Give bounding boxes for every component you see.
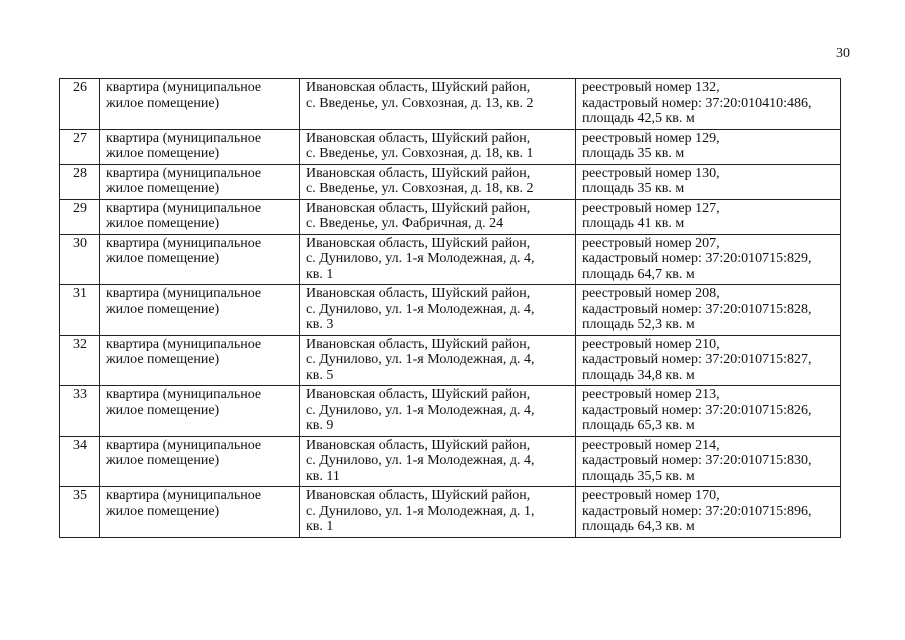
address-line: с. Дунилово, ул. 1-я Молодежная, д. 4, xyxy=(306,453,535,468)
address-line: Ивановская область, Шуйский район, xyxy=(306,235,531,251)
object-type-line: жилое помещение) xyxy=(106,352,220,367)
row-number: 28 xyxy=(60,164,100,199)
details-line: реестровый номер 129, xyxy=(582,130,720,146)
address-line: с. Дунилово, ул. 1-я Молодежная, д. 4, xyxy=(306,402,535,418)
details-cell xyxy=(576,129,841,164)
object-type-cell xyxy=(100,436,300,487)
address-cell xyxy=(300,79,576,130)
details-line: площадь 64,7 кв. м xyxy=(582,266,695,282)
details-line: площадь 35 кв. м xyxy=(582,181,685,196)
object-type-line: жилое помещение) xyxy=(106,251,220,266)
address-line: кв. 5 xyxy=(306,367,334,383)
object-type-line: жилое помещение) xyxy=(106,181,220,196)
address-line: с. Введенье, ул. Фабричная, д. 24 xyxy=(306,216,504,231)
details-cell xyxy=(576,234,841,285)
object-type-line: квартира (муниципальное xyxy=(106,488,262,503)
object-type-cell xyxy=(100,234,300,285)
page-number: 30 xyxy=(836,46,850,61)
table-row xyxy=(60,436,841,487)
details-cell xyxy=(576,164,841,199)
address-cell xyxy=(300,234,576,285)
address-cell xyxy=(300,285,576,336)
address-cell xyxy=(300,164,576,199)
details-line: площадь 64,3 кв. м xyxy=(582,519,695,534)
address-line: с. Введенье, ул. Совхозная, д. 18, кв. 1 xyxy=(306,146,534,161)
row-number: 27 xyxy=(60,129,100,164)
details-line: кадастровый номер: 37:20:010715:829, xyxy=(582,251,812,266)
object-type-line: жилое помещение) xyxy=(106,453,220,468)
details-line: площадь 52,3 кв. м xyxy=(582,317,695,332)
address-line: кв. 3 xyxy=(306,317,334,332)
address-line: с. Дунилово, ул. 1-я Молодежная, д. 4, xyxy=(306,301,535,317)
row-number: 35 xyxy=(60,487,100,538)
address-cell xyxy=(300,386,576,437)
table-row xyxy=(60,234,841,285)
table-row xyxy=(60,129,841,164)
details-cell xyxy=(576,386,841,437)
object-type-cell xyxy=(100,285,300,336)
details-line: реестровый номер 208, xyxy=(582,286,720,301)
details-line: кадастровый номер: 37:20:010715:896, xyxy=(582,503,812,519)
details-cell xyxy=(576,487,841,538)
object-type-line: квартира (муниципальное xyxy=(106,130,262,146)
address-line: кв. 1 xyxy=(306,519,334,534)
object-type-line: квартира (муниципальное xyxy=(106,80,262,95)
details-line: площадь 65,3 кв. м xyxy=(582,418,695,433)
registry-table-body xyxy=(60,79,841,538)
address-line: с. Дунилово, ул. 1-я Молодежная, д. 4, xyxy=(306,251,535,266)
object-type-cell xyxy=(100,199,300,234)
object-type-cell xyxy=(100,129,300,164)
object-type-line: жилое помещение) xyxy=(106,301,220,317)
details-line: кадастровый номер: 37:20:010410:486, xyxy=(582,95,812,111)
address-line: Ивановская область, Шуйский район, xyxy=(306,336,531,352)
details-line: реестровый номер 210, xyxy=(582,336,720,352)
address-line: Ивановская область, Шуйский район, xyxy=(306,387,531,402)
row-number: 31 xyxy=(60,285,100,336)
object-type-line: жилое помещение) xyxy=(106,503,220,519)
details-line: реестровый номер 132, xyxy=(582,80,720,95)
address-line: Ивановская область, Шуйский район, xyxy=(306,130,531,146)
row-number: 30 xyxy=(60,234,100,285)
object-type-cell xyxy=(100,335,300,386)
details-line: реестровый номер 170, xyxy=(582,488,720,503)
details-line: кадастровый номер: 37:20:010715:828, xyxy=(582,301,812,317)
object-type-line: квартира (муниципальное xyxy=(106,286,262,301)
property-registry-table xyxy=(59,78,841,538)
details-cell xyxy=(576,335,841,386)
address-line: Ивановская область, Шуйский район, xyxy=(306,286,531,301)
object-type-cell xyxy=(100,386,300,437)
address-cell xyxy=(300,199,576,234)
details-line: кадастровый номер: 37:20:010715:827, xyxy=(582,352,812,367)
object-type-line: квартира (муниципальное xyxy=(106,165,262,181)
address-line: с. Введенье, ул. Совхозная, д. 13, кв. 2 xyxy=(306,95,534,111)
details-line: реестровый номер 207, xyxy=(582,235,720,251)
address-cell xyxy=(300,487,576,538)
table-row xyxy=(60,164,841,199)
object-type-line: квартира (муниципальное xyxy=(106,336,262,352)
row-number: 33 xyxy=(60,386,100,437)
row-number: 32 xyxy=(60,335,100,386)
table-row xyxy=(60,199,841,234)
table-row xyxy=(60,79,841,130)
details-cell xyxy=(576,199,841,234)
address-line: кв. 9 xyxy=(306,418,334,433)
object-type-cell xyxy=(100,164,300,199)
address-cell xyxy=(300,129,576,164)
details-line: реестровый номер 127, xyxy=(582,200,720,216)
object-type-line: жилое помещение) xyxy=(106,95,220,111)
details-line: реестровый номер 214, xyxy=(582,437,720,453)
details-line: реестровый номер 213, xyxy=(582,387,720,402)
table-row xyxy=(60,386,841,437)
details-line: кадастровый номер: 37:20:010715:830, xyxy=(582,453,812,468)
address-line: с. Дунилово, ул. 1-я Молодежная, д. 1, xyxy=(306,503,535,519)
table-row xyxy=(60,487,841,538)
details-line: площадь 35 кв. м xyxy=(582,146,685,161)
table-row xyxy=(60,335,841,386)
address-line: кв. 11 xyxy=(306,468,340,484)
details-line: площадь 34,8 кв. м xyxy=(582,367,695,383)
address-line: Ивановская область, Шуйский район, xyxy=(306,165,531,181)
row-number: 26 xyxy=(60,79,100,130)
object-type-line: жилое помещение) xyxy=(106,146,220,161)
row-number: 34 xyxy=(60,436,100,487)
address-line: с. Дунилово, ул. 1-я Молодежная, д. 4, xyxy=(306,352,535,367)
details-line: площадь 35,5 кв. м xyxy=(582,468,695,484)
details-cell xyxy=(576,79,841,130)
details-line: площадь 41 кв. м xyxy=(582,216,685,231)
object-type-line: жилое помещение) xyxy=(106,216,220,231)
object-type-cell xyxy=(100,487,300,538)
details-line: реестровый номер 130, xyxy=(582,165,720,181)
address-line: Ивановская область, Шуйский район, xyxy=(306,200,531,216)
row-number: 29 xyxy=(60,199,100,234)
address-cell xyxy=(300,335,576,386)
object-type-line: квартира (муниципальное xyxy=(106,437,262,453)
object-type-cell xyxy=(100,79,300,130)
details-line: кадастровый номер: 37:20:010715:826, xyxy=(582,402,812,418)
object-type-line: квартира (муниципальное xyxy=(106,235,262,251)
table-row xyxy=(60,285,841,336)
address-line: Ивановская область, Шуйский район, xyxy=(306,488,531,503)
address-line: с. Введенье, ул. Совхозная, д. 18, кв. 2 xyxy=(306,181,534,196)
address-line: Ивановская область, Шуйский район, xyxy=(306,437,531,453)
details-line: площадь 42,5 кв. м xyxy=(582,111,695,126)
address-cell xyxy=(300,436,576,487)
details-cell xyxy=(576,285,841,336)
address-line: кв. 1 xyxy=(306,266,334,282)
object-type-line: жилое помещение) xyxy=(106,402,220,418)
object-type-line: квартира (муниципальное xyxy=(106,387,262,402)
object-type-line: квартира (муниципальное xyxy=(106,200,262,216)
details-cell xyxy=(576,436,841,487)
address-line: Ивановская область, Шуйский район, xyxy=(306,80,531,95)
